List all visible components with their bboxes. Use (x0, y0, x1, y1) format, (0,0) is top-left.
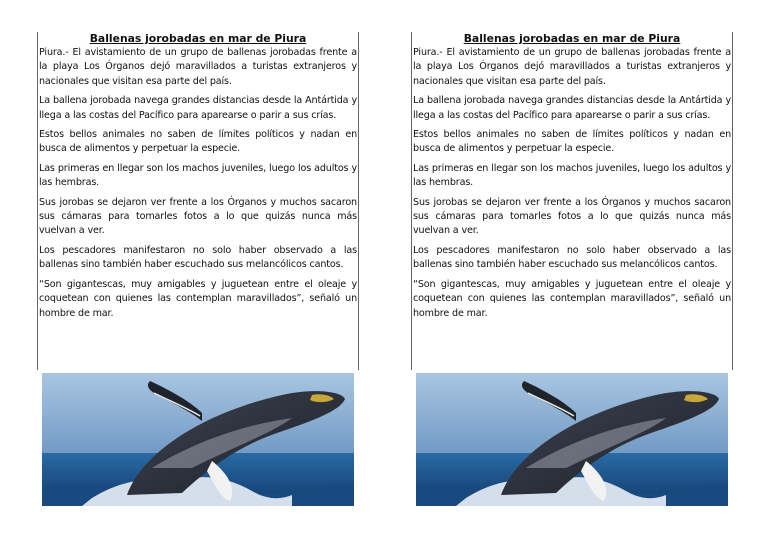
article-paragraph: Los pescadores manifestaron no solo haber observado a las ballenas sino también haber escuchado sus melancólicos cantos. (39, 244, 357, 271)
humpback-whale-icon (416, 373, 728, 506)
article-paragraph: “Son gigantescas, muy amigables y juguetean entre el oleaje y coquetean con quienes las contemplan maravillados”, señaló un hombre de mar. (39, 278, 357, 319)
article-title: Ballenas jorobadas en mar de Piura (463, 32, 681, 45)
whale-photo (416, 373, 728, 506)
article-paragraph: Sus jorobas se dejaron ver frente a los Órganos y muchos sacaron sus cámaras para tomarles fotos a lo que quizás nunca más vuelvan a ver. (413, 196, 731, 237)
humpback-whale-icon (42, 373, 354, 506)
left-border-line (37, 32, 38, 370)
right-border-line (358, 32, 359, 370)
article-paragraph: Los pescadores manifestaron no solo haber observado a las ballenas sino también haber escuchado sus melancólicos cantos. (413, 244, 731, 271)
article-copy-left (39, 28, 357, 326)
article-paragraph: La ballena jorobada navega grandes distancias desde la Antártida y llega a las costas del Pacífico para aparearse o parir a sus crías. (39, 95, 357, 121)
left-border-line (411, 32, 412, 370)
article-paragraph: Piura.- El avistamiento de un grupo de ballenas jorobadas frente a la playa Los Órganos dejó maravillados a turistas extranjeros y nacionales que visitan esa parte del país. (413, 47, 731, 87)
article-paragraph: Las primeras en llegar son los machos juveniles, luego los adultos y las hembras. (39, 162, 357, 189)
article-title: Ballenas jorobadas en mar de Piura (89, 32, 307, 45)
article-paragraph: Las primeras en llegar son los machos juveniles, luego los adultos y las hembras. (413, 162, 731, 189)
right-border-line (732, 32, 733, 370)
article-paragraph: “Son gigantescas, muy amigables y juguetean entre el oleaje y coquetean con quienes las contemplan maravillados”, señaló un hombre de mar. (413, 278, 731, 319)
article-paragraph: Sus jorobas se dejaron ver frente a los Órganos y muchos sacaron sus cámaras para tomarles fotos a lo que quizás nunca más vuelvan a ver. (39, 196, 357, 237)
article-copy-right (413, 28, 731, 326)
article-paragraph: Estos bellos animales no saben de límites políticos y nadan en busca de alimentos y perpetuar la especie. (413, 129, 731, 155)
article-paragraph: La ballena jorobada navega grandes distancias desde la Antártida y llega a las costas del Pacífico para aparearse o parir a sus crías. (413, 95, 731, 121)
article-paragraph: Estos bellos animales no saben de límites políticos y nadan en busca de alimentos y perpetuar la especie. (39, 129, 357, 155)
whale-photo (42, 373, 354, 506)
article-paragraph: Piura.- El avistamiento de un grupo de ballenas jorobadas frente a la playa Los Órganos dejó maravillados a turistas extranjeros y nacionales que visitan esa parte del país. (39, 47, 357, 87)
